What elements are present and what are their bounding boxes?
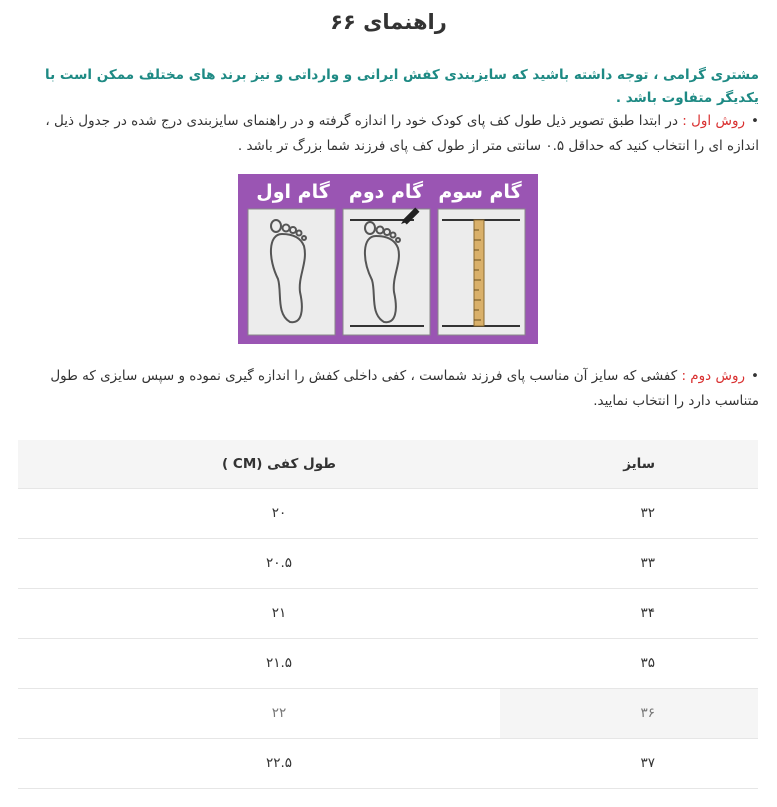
table-row [18,738,758,788]
length-cell: ۲۲.۵ [18,738,500,788]
table-row [18,488,758,538]
length-cell: ۲۲ [18,688,500,738]
step-two-heading: گام دوم [348,181,424,203]
bullet-icon: • [751,113,759,129]
method-one-text: در ابتدا طبق تصویر ذیل طول کف پای کودک خود را اندازه گرفته و در راهنمای سایزبندی درج شده در جدول ذیل ، اندازه ای را انتخاب کنید که حداقل ۰.۵ سانتی متر از طول کف پای فرزند شما بزرگ تر باشد . [45,113,759,154]
size-cell: ۳۵ [500,638,758,688]
table-row [18,638,758,688]
table-row [18,538,758,588]
method-two [17,364,759,414]
table-header-row [18,440,758,488]
step-one-heading: گام اول [256,181,330,203]
page-title: راهنمای ۶۶ [330,10,447,34]
method-one [17,109,759,159]
length-cell: ۲۰ [18,488,500,538]
step-three-heading: گام سوم [438,181,522,203]
paper-panel-two [343,209,430,335]
size-cell: ۳۴ [500,588,758,638]
size-cell: ۳۶ [500,688,758,738]
length-cell: ۲۱.۵ [18,638,500,688]
size-cell: ۳۲ [500,488,758,538]
length-cell: ۲۰.۵ [18,538,500,588]
method-two-text: کفشی که سایز آن مناسب پای فرزند شماست ، کفی داخلی کفش را اندازه گیری نموده و سپس سایزی که طول متناسب دارد را انتخاب نمایید. [50,368,759,409]
length-cell: ۲۱ [18,588,500,638]
header-insole-length: طول کفی (CM ) [18,440,500,488]
size-cell: ۳۷ [500,738,758,788]
bullet-icon: • [751,368,759,384]
table-row [18,588,758,638]
measurement-guide-image [238,174,538,344]
size-chart-table [18,440,758,789]
method-two-label: روش دوم : [681,368,745,384]
method-one-label: روش اول : [682,113,745,129]
header-size: سایز [500,440,758,488]
size-cell: ۳۳ [500,538,758,588]
table-row [18,688,758,738]
ruler-icon [474,220,484,326]
intro-notice: مشتری گرامی ، توجه داشته باشید که سایزبندی کفش ایرانی و وارداتی و نیز برند های مختلف ممکن است با یکدیگر متفاوت باشد . [45,67,759,106]
